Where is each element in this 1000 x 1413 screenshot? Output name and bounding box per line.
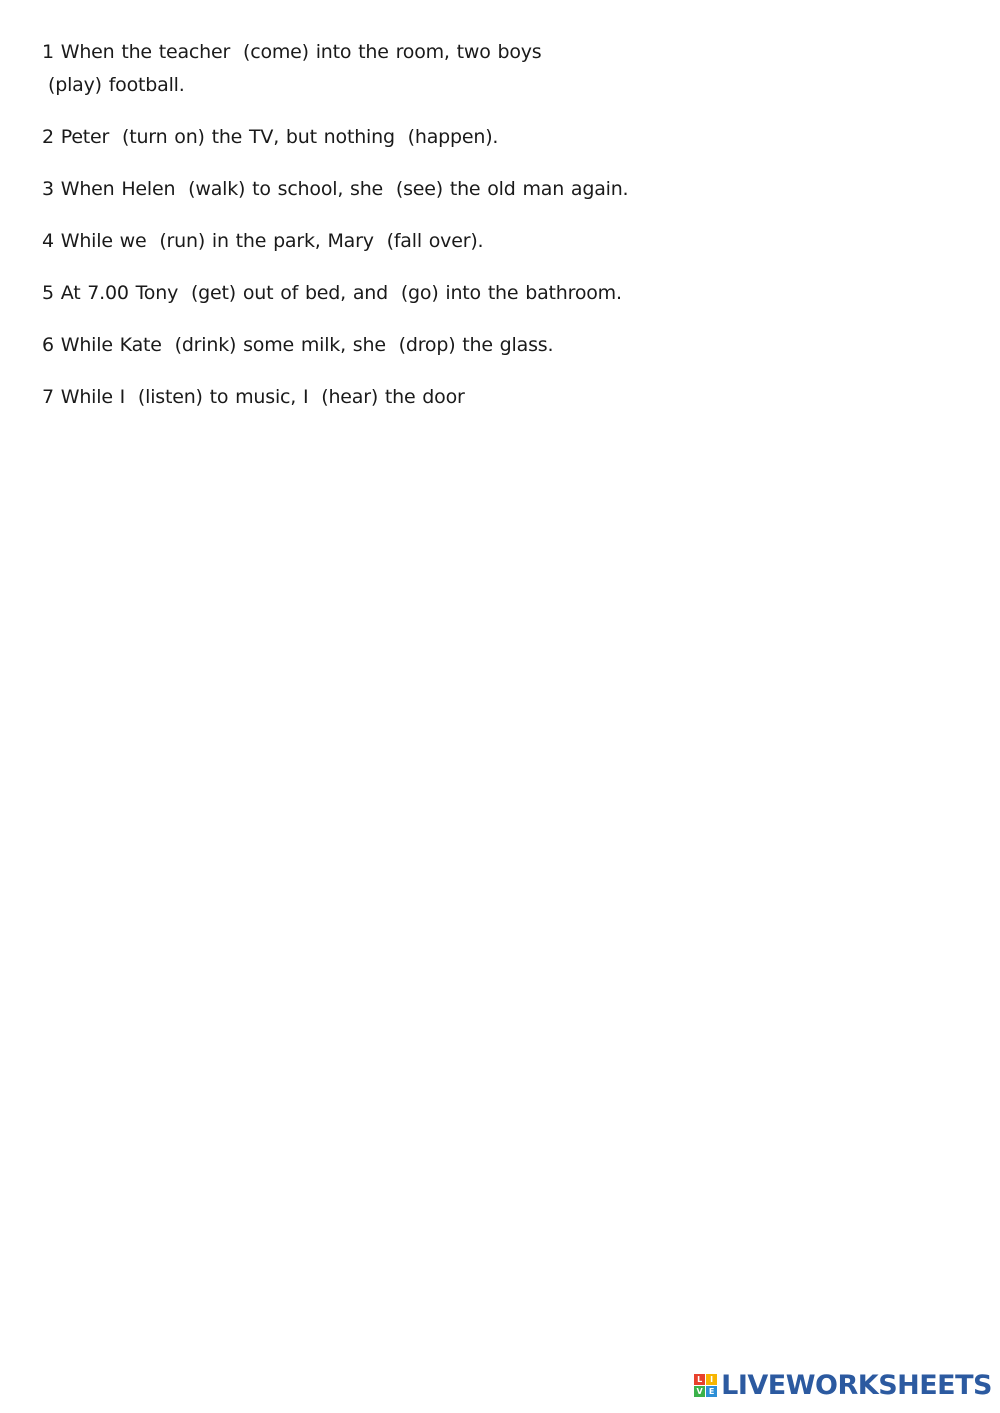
question-text: While I (60, 386, 126, 408)
question-text: (listen) to music, I (137, 386, 309, 408)
question-text: (walk) to school, she (188, 178, 384, 200)
question-text: (happen). (407, 126, 499, 148)
question-6 (42, 329, 972, 362)
question-number: 5 (42, 282, 54, 304)
question-4 (42, 225, 972, 258)
liveworksheets-logo[interactable] (694, 1370, 992, 1401)
question-text: (go) into the bathroom. (400, 282, 622, 304)
question-text: When Helen (60, 178, 176, 200)
question-text: (come) into the room, two boys (242, 41, 542, 63)
worksheet (42, 36, 972, 433)
question-number: 6 (42, 334, 54, 356)
question-5 (42, 277, 972, 310)
question-text: While we (60, 230, 147, 252)
question-text: (get) out of bed, and (190, 282, 388, 304)
question-number: 3 (42, 178, 54, 200)
question-1 (42, 36, 972, 102)
question-text: Peter (60, 126, 110, 148)
question-text: (see) the old man again. (395, 178, 629, 200)
question-text: (fall over). (386, 230, 484, 252)
question-number: 1 (42, 41, 54, 63)
question-7 (42, 381, 972, 414)
question-text: (play) football. (48, 74, 185, 96)
question-text: When the teacher (60, 41, 231, 63)
logo-cell-l: L (694, 1374, 705, 1385)
question-text: At 7.00 Tony (60, 282, 179, 304)
liveworksheets-logo-icon (694, 1374, 717, 1397)
logo-cell-i: I (706, 1374, 717, 1385)
logo-text: LIVEWORKSHEETS (721, 1370, 992, 1401)
logo-cell-v: V (694, 1386, 705, 1397)
logo-cell-e: E (706, 1386, 717, 1397)
question-text: (drink) some milk, she (174, 334, 386, 356)
question-number: 7 (42, 386, 54, 408)
question-number: 2 (42, 126, 54, 148)
question-text: (run) in the park, Mary (159, 230, 374, 252)
question-text: (turn on) the TV, but nothing (122, 126, 395, 148)
question-3 (42, 173, 972, 206)
question-number: 4 (42, 230, 54, 252)
question-text: While Kate (60, 334, 162, 356)
question-text: (drop) the glass. (398, 334, 554, 356)
question-text: (hear) the door (321, 386, 465, 408)
question-2 (42, 121, 972, 154)
